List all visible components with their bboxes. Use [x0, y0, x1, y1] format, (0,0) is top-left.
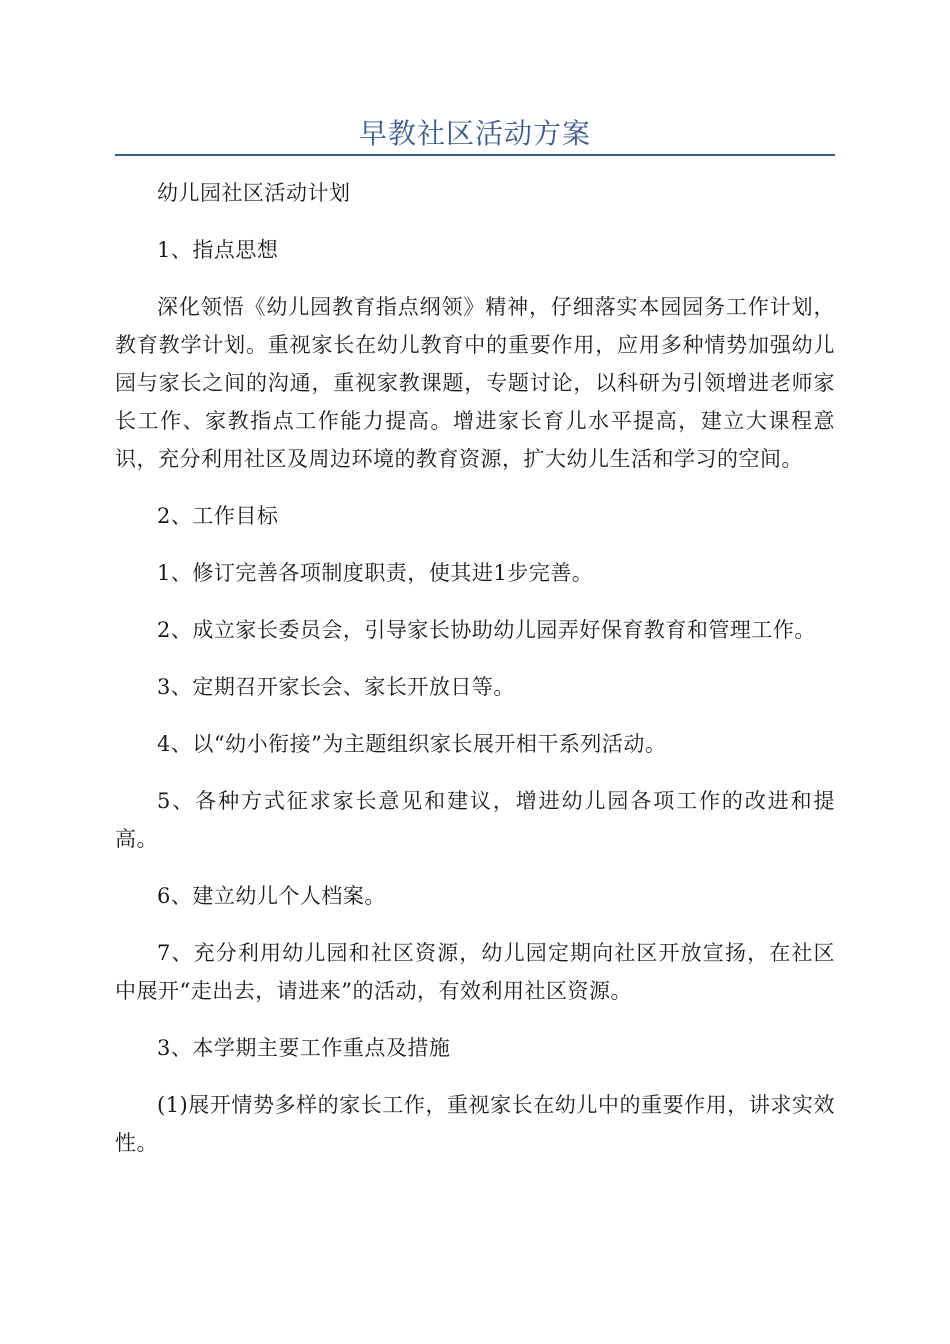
section-heading-plan: 幼儿园社区活动计划 — [157, 181, 351, 205]
document-body — [115, 174, 835, 1181]
document-title: 早教社区活动方案 — [358, 117, 591, 150]
section-heading-key-work: 3、本学期主要工作重点及措施 — [157, 1036, 451, 1060]
goal-item-5: 5、各种方式征求家长意见和建议，增进幼儿园各项工作的改进和提高。 — [115, 789, 835, 851]
goal-item-1: 1、修订完善各项制度职责，使其进1步完善。 — [157, 561, 594, 585]
goal-item-3: 3、定期召开家长会、家长开放日等。 — [157, 675, 515, 699]
goal-item-2: 2、成立家长委员会，引导家长协助幼儿园弄好保育教育和管理工作。 — [157, 618, 816, 642]
paragraph-guiding-thought: 深化领悟《幼儿园教育指点纲领》精神，仔细落实本园园务工作计划，教育教学计划。重视家长在幼儿教育中的重要作用，应用多种情势加强幼儿园与家长之间的沟通，重视家教课题，专题讨论，以科研为引领增进老师家长工作、家教指点工作能力提高。增进家长育儿水平提高，建立大课程意识，充分利用社区及周边环境的教育资源，扩大幼儿生活和学习的空间。 — [115, 295, 835, 471]
goal-item-4: 4、以“幼小衔接”为主题组织家长展开相干系列活动。 — [157, 732, 667, 756]
key-work-item-1: (1)展开情势多样的家长工作，重视家长在幼儿中的重要作用，讲求实效性。 — [115, 1093, 835, 1155]
goal-item-6: 6、建立幼儿个人档案。 — [157, 884, 386, 908]
goal-item-7: 7、充分利用幼儿园和社区资源，幼儿园定期向社区开放宣扬，在社区中展开“走出去，请进来”的活动，有效利用社区资源。 — [115, 941, 835, 1003]
section-heading-work-goals: 2、工作目标 — [157, 504, 279, 528]
section-heading-guiding-thought: 1、指点思想 — [157, 238, 279, 262]
title-underline — [115, 154, 835, 156]
